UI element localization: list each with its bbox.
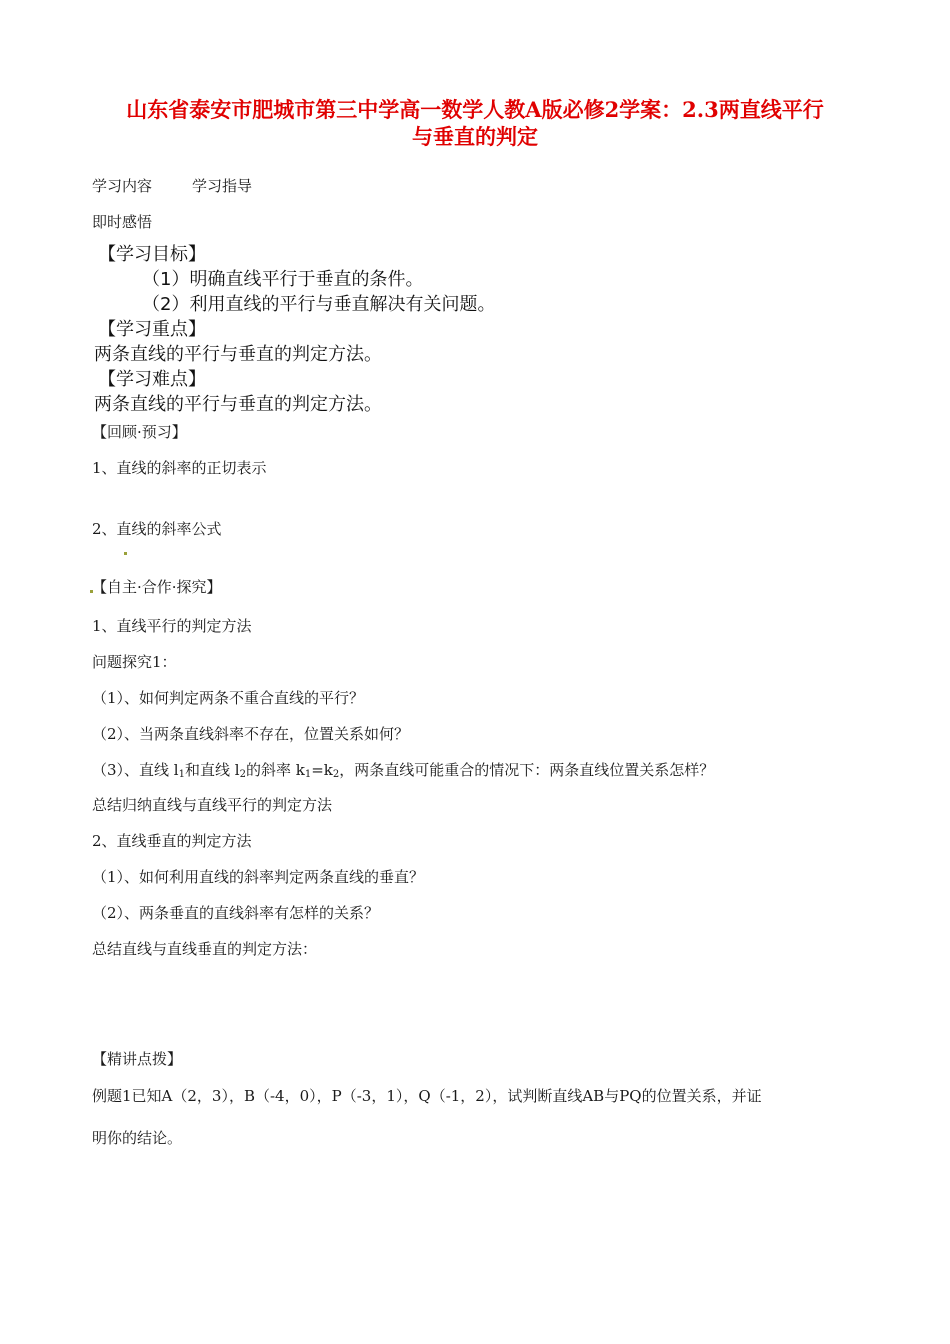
q1-3-text-d: =k: [311, 761, 333, 779]
header-instant-insight: 即时感悟: [92, 213, 153, 231]
problem-heading-1: 问题探究1：: [92, 653, 177, 671]
q1-3-sub-1: 1: [178, 769, 185, 780]
key-point-text: 两条直线的平行与垂直的判定方法。: [94, 344, 382, 365]
goal-item-1: （1）明确直线平行于垂直的条件。: [142, 269, 424, 290]
goal-item-2: （2）利用直线的平行与垂直解决有关问题。: [142, 294, 496, 315]
stray-mark: [124, 552, 127, 555]
example-1-line-1: 例题1已知A（2，3），B（-4，0），P（-3，1），Q（-1，2），试判断直线AB与PQ的位置关系，并证: [92, 1087, 762, 1105]
summary-parallel: 总结归纳直线与直线平行的判定方法: [92, 796, 333, 814]
title-line-1: 山东省泰安市肥城市第三中学高一数学人教A版必修2学案：2.3两直线平行: [126, 97, 824, 122]
key-point-heading: 【学习重点】: [98, 319, 206, 340]
difficulty-heading: 【学习难点】: [98, 369, 206, 390]
goal-heading: 【学习目标】: [98, 244, 206, 265]
review-heading: 【回顾·预习】: [92, 423, 187, 441]
lecture-heading: 【精讲点拨】: [92, 1050, 183, 1068]
document-title: [60, 96, 890, 150]
summary-perpendicular: 总结直线与直线垂直的判定方法：: [92, 940, 318, 958]
question-2-1: （1）、如何利用直线的斜率判定两条直线的垂直？: [92, 868, 425, 886]
question-1-1: （1）、如何判定两条不重合直线的平行？: [92, 689, 365, 707]
q1-3-text-b: 和直线 l: [185, 761, 240, 779]
example-1-line-2: 明你的结论。: [92, 1129, 183, 1147]
q1-3-text-c: 的斜率 k: [245, 761, 305, 779]
review-item-2: 2、直线的斜率公式: [92, 520, 222, 538]
q1-3-text-e: ，两条直线可能重合的情况下：两条直线位置关系怎样？: [339, 761, 715, 779]
explore-heading: 【自主·合作·探究】: [92, 578, 222, 596]
review-item-1: 1、直线的斜率的正切表示: [92, 459, 267, 477]
title-line-2: 与垂直的判定: [412, 124, 538, 149]
question-1-3: [92, 760, 714, 780]
explore-section-2: 2、直线垂直的判定方法: [92, 832, 252, 850]
question-1-2: （2）、当两条直线斜率不存在，位置关系如何？: [92, 725, 410, 743]
q1-3-sub-2: 2: [239, 769, 246, 780]
header-study-content: 学习内容: [92, 177, 153, 195]
column-header-row: [92, 176, 252, 196]
difficulty-text: 两条直线的平行与垂直的判定方法。: [94, 394, 382, 415]
explore-section-1: 1、直线平行的判定方法: [92, 617, 252, 635]
header-study-guide: 学习指导: [192, 177, 253, 195]
q1-3-text-a: （3）、直线 l: [92, 761, 179, 779]
q1-3-sub-3: 1: [304, 769, 312, 780]
q1-3-sub-4: 2: [332, 769, 340, 780]
question-2-2: （2）、两条垂直的直线斜率有怎样的关系？: [92, 904, 380, 922]
